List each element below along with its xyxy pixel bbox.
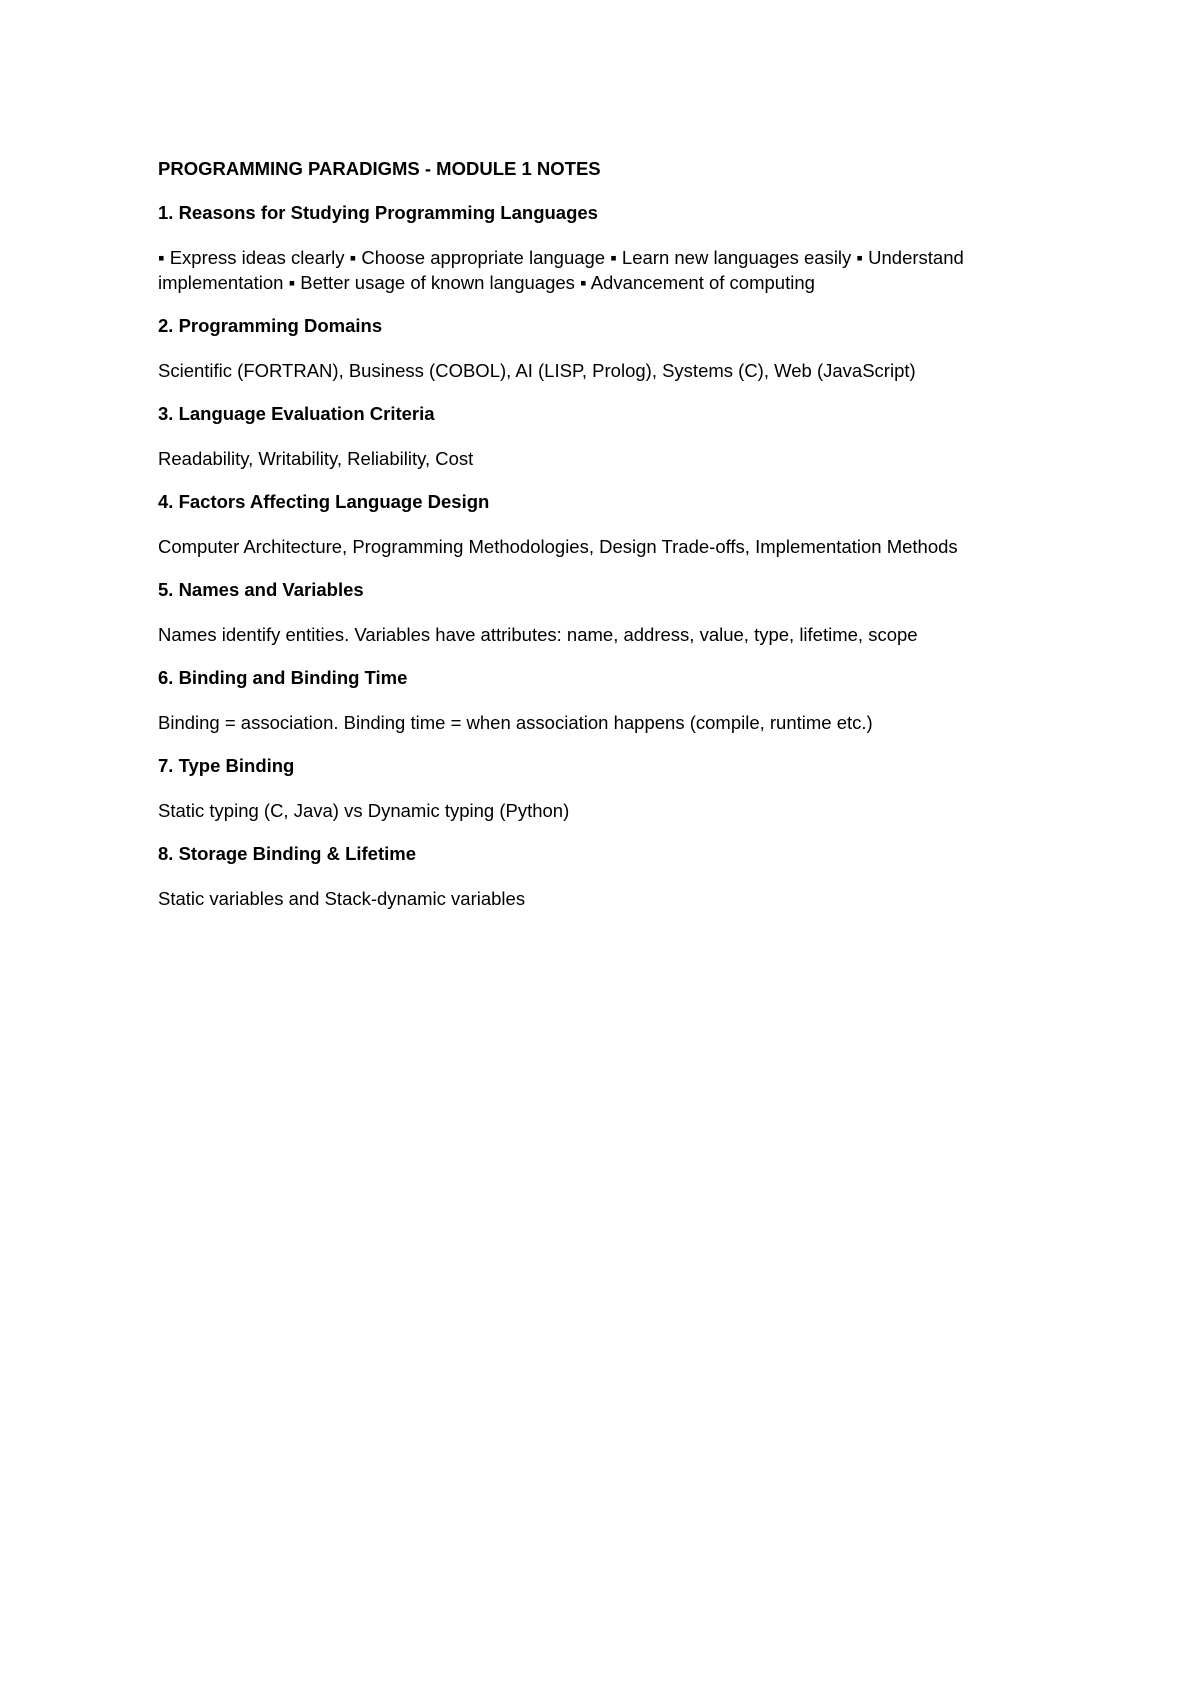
section-body: Scientific (FORTRAN), Business (COBOL), AI (LISP, Prolog), Systems (C), Web (JavaScript) xyxy=(158,360,916,381)
section-storage-binding xyxy=(158,841,1058,911)
section-heading: 5. Names and Variables xyxy=(158,579,364,600)
section-heading: 4. Factors Affecting Language Design xyxy=(158,491,490,512)
section-heading: 6. Binding and Binding Time xyxy=(158,667,408,688)
section-body: Computer Architecture, Programming Methodologies, Design Trade-offs, Implementation Methods xyxy=(158,536,958,557)
section-heading: 8. Storage Binding & Lifetime xyxy=(158,843,416,864)
section-body: Static typing (C, Java) vs Dynamic typing (Python) xyxy=(158,800,570,821)
section-design-factors xyxy=(158,489,1058,559)
document-title: PROGRAMMING PARADIGMS - MODULE 1 NOTES xyxy=(158,158,601,179)
section-body: Binding = association. Binding time = when association happens (compile, runtime etc.) xyxy=(158,712,873,733)
section-heading: 3. Language Evaluation Criteria xyxy=(158,403,435,424)
section-reasons xyxy=(158,200,1058,295)
document-content xyxy=(158,156,1058,929)
section-names-variables xyxy=(158,577,1058,647)
section-type-binding xyxy=(158,753,1058,823)
section-body: Names identify entities. Variables have attributes: name, address, value, type, lifetime, scope xyxy=(158,624,918,645)
section-heading: 7. Type Binding xyxy=(158,755,295,776)
section-body: Static variables and Stack-dynamic variables xyxy=(158,888,526,909)
section-body: Readability, Writability, Reliability, Cost xyxy=(158,448,474,469)
section-binding-time xyxy=(158,665,1058,735)
section-body: ▪ Express ideas clearly ▪ Choose appropriate language ▪ Learn new languages easily ▪ Understand implementation ▪ Better usage of known languages ▪ Advancement of computing xyxy=(158,247,964,293)
section-evaluation-criteria xyxy=(158,401,1058,471)
section-heading: 2. Programming Domains xyxy=(158,315,383,336)
section-domains xyxy=(158,313,1058,383)
section-heading: 1. Reasons for Studying Programming Languages xyxy=(158,202,598,223)
